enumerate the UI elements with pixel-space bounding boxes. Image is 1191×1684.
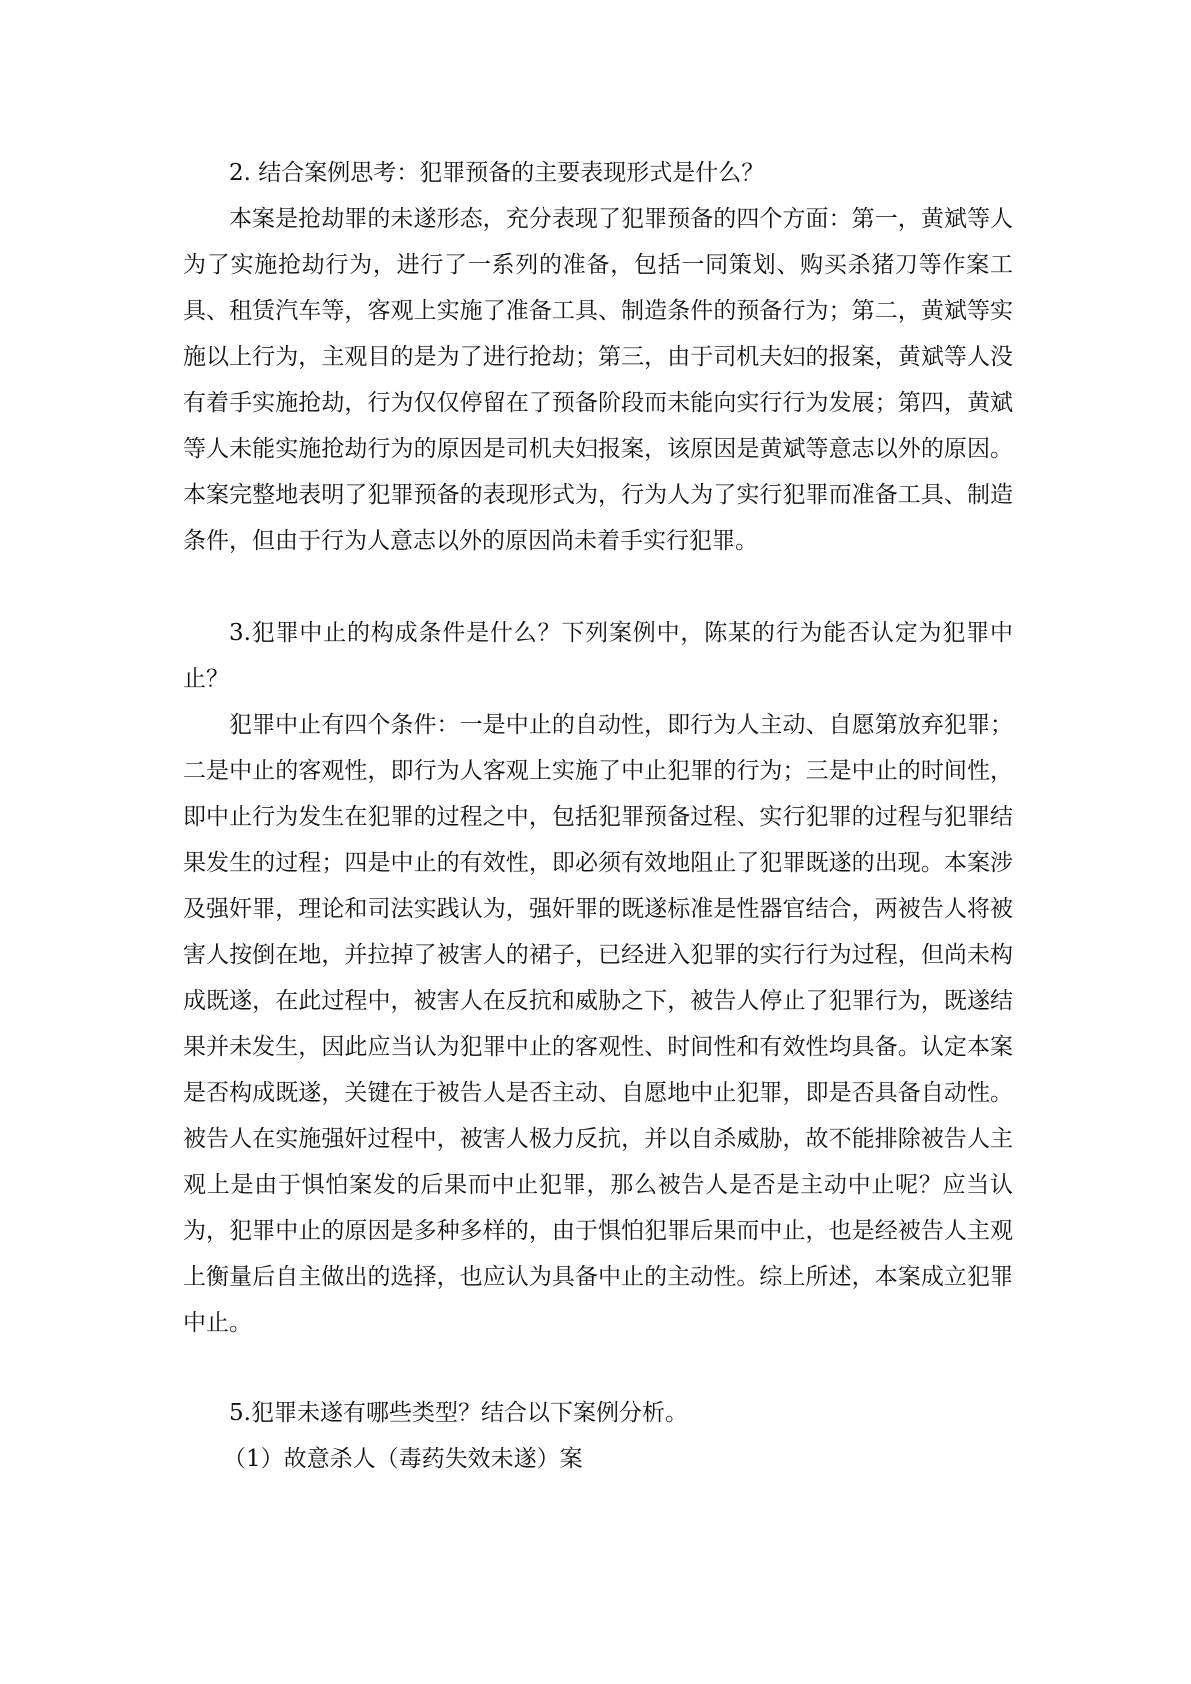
question-3-answer: 犯罪中止有四个条件：一是中止的自动性，即行为人主动、自愿第放弃犯罪；二是中止的客观性，即行为人客观上实施了中止犯罪的行为；三是中止的时间性，即中止行为发生在犯罪的过程之中，包括犯罪预备过程、实行犯罪的过程与犯罪结果发生的过程；四是中止的有效性，即必须有效地阻止了犯罪既遂的出现。本案涉及强奸罪，理论和司法实践认为，强奸罪的既遂标准是性器官结合，两被告人将被害人按倒在地，并拉掉了被害人的裙子，已经进入犯罪的实行行为过程，但尚未构成既遂，在此过程中，被害人在反抗和威胁之下，被告人停止了犯罪行为，既遂结果并未发生，因此应当认为犯罪中止的客观性、时间性和有效性均具备。认定本案是否构成既遂，关键在于被告人是否主动、自愿地中止犯罪，即是否具备自动性。被告人在实施强奸过程中，被害人极力反抗，并以自杀威胁，故不能排除被告人主观上是由于惧怕案发的后果而中止犯罪，那么被告人是否是主动中止呢？应当认为，犯罪中止的原因是多种多样的，由于惧怕犯罪后果而中止，也是经被告人主观上衡量后自主做出的选择，也应认为具备中止的主动性。综上所述，本案成立犯罪中止。 bbox=[183, 712, 1013, 1336]
document-body bbox=[183, 150, 1013, 1482]
section-spacer bbox=[183, 564, 1013, 610]
question-5-subitem-1: （1）故意杀人（毒药失效未遂）案 bbox=[223, 1446, 583, 1472]
question-2-answer: 本案是抢劫罪的未遂形态，充分表现了犯罪预备的四个方面：第一，黄斌等人为了实施抢劫行为，进行了一系列的准备，包括一同策划、购买杀猪刀等作案工具、租赁汽车等，客观上实施了准备工具、制造条件的预备行为；第二，黄斌等实施以上行为，主观目的是为了进行抢劫；第三，由于司机夫妇的报案，黄斌等人没有着手实施抢劫，行为仅仅停留在了预备阶段而未能向实行行为发展；第四，黄斌等人未能实施抢劫行为的原因是司机夫妇报案，该原因是黄斌等意志以外的原因。本案完整地表明了犯罪预备的表现形式为，行为人为了实行犯罪而准备工具、制造条件，但由于行为人意志以外的原因尚未着手实行犯罪。 bbox=[183, 206, 1013, 554]
section-spacer bbox=[183, 1346, 1013, 1390]
question-2-heading: 2. 结合案例思考：犯罪预备的主要表现形式是什么？ bbox=[229, 160, 765, 186]
question-3-heading: 3.犯罪中止的构成条件是什么？下列案例中，陈某的行为能否认定为犯罪中止？ bbox=[183, 620, 1013, 692]
question-5-heading: 5.犯罪未遂有哪些类型？结合以下案例分析。 bbox=[229, 1400, 688, 1426]
